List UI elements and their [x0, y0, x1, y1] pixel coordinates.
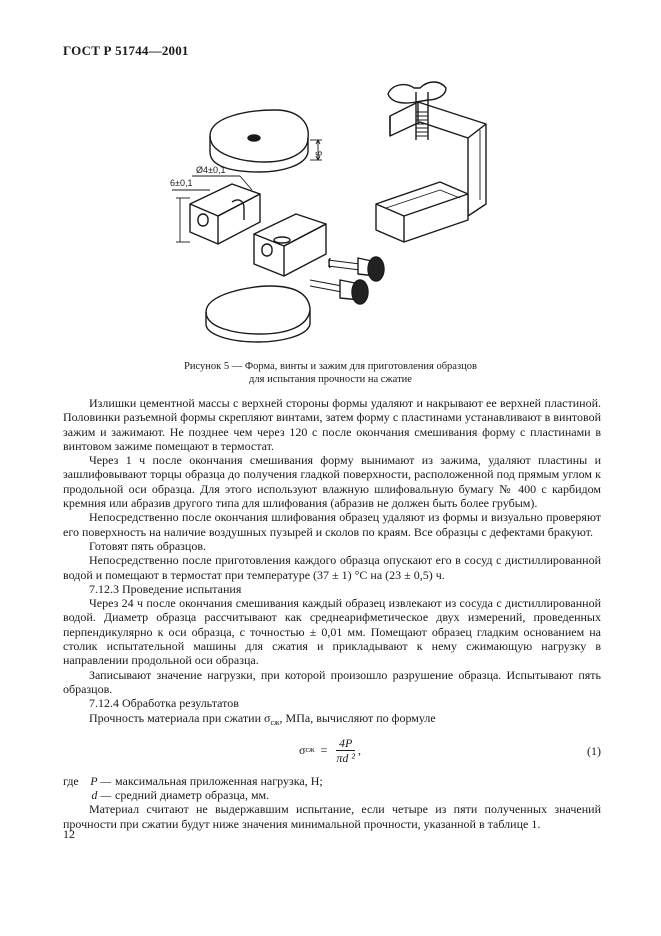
document-header: ГОСТ Р 51744—2001 — [63, 43, 189, 58]
formula-expression — [299, 736, 361, 766]
formula-tail: , — [357, 743, 361, 758]
section-heading-7-12-3: 7.12.3 Проведение испытания — [89, 581, 242, 596]
mold-half-right — [254, 214, 326, 276]
definition-symbol: P — — [90, 773, 111, 788]
paragraph: Записывают значение нагрузки, при которой произошло разрушение образца. Испытывают пять образцов. — [63, 667, 601, 696]
formula-intro-start: Прочность материала при сжатии σ — [89, 710, 271, 725]
definitions — [63, 774, 601, 803]
formula-numerator: 4P — [336, 736, 355, 751]
formula-intro — [63, 711, 601, 730]
body-text — [63, 396, 601, 831]
figure-5-drawing — [170, 72, 530, 352]
formula-intro-end: , МПа, вычисляют по формуле — [279, 710, 436, 725]
definition-prefix: где — [63, 773, 79, 788]
definition-row — [63, 774, 601, 788]
screw-clamp — [376, 82, 486, 242]
paragraph-final: Материал считают не выдержавшим испытание, если четыре из пяти полученных значений прочности при сжатии будут ниже значения минимальной прочности, указанной в таблице 1. — [63, 802, 601, 831]
definition-prefix — [63, 788, 85, 802]
screw-upper — [328, 257, 384, 281]
mold-half-left — [190, 184, 260, 244]
formula-lhs: σ — [299, 743, 306, 758]
screw-lower — [310, 280, 368, 304]
definition-symbol: d — — [91, 788, 111, 803]
definition-text: средний диаметр образца, мм. — [115, 788, 270, 803]
dim-height: 6±0,1 — [170, 178, 193, 188]
bottom-plate — [206, 286, 310, 342]
section-heading-7-12-4: 7.12.4 Обработка результатов — [89, 696, 239, 711]
formula-equals: = — [320, 743, 328, 758]
paragraph: Через 24 ч после окончания смешивания каждый образец извлекают из сосуда с дистиллированной водой. Диаметр образца рассчитывают как среднеарифметическое двух измерений, проведенных перпендикулярно к оси образца, с точностью ± 0,01 мм. Помещают образец гладким основанием на столик испытательной машины для сжатия и прикладывают к нему сжимающую нагрузку в направлении продольной оси образца. — [63, 596, 601, 668]
caption-line-2: для испытания прочности на сжатие — [249, 374, 412, 385]
formula-fraction — [333, 736, 358, 766]
formula-number: (1) — [587, 743, 601, 758]
formula-denominator: πd ² — [336, 751, 355, 766]
paragraph: Готовят пять образцов. — [89, 538, 206, 553]
paragraph: Непосредственно после приготовления каждого образца опускают его в сосуд с дистиллированной водой и помещают в термостат при температуре (37 ± 1) °С на (23 ± 0,5) ч. — [63, 553, 601, 582]
dim-diameter: Ø4±0,1 — [196, 165, 226, 175]
top-plate — [210, 110, 308, 172]
figure-caption — [90, 360, 571, 386]
paragraph: Излишки цементной массы с верхней стороны формы удаляют и накрывают ее верхней пластиной. Половинки разъемной формы скрепляют винтами, затем форму с пластинами устанавливают в винтовой зажим и зажимают. Не позднее чем через 120 с после окончания смешивания форму с пластинами в винтовом зажиме помещают в термостат. — [63, 396, 601, 453]
formula-lhs-subscript: сж — [305, 745, 315, 755]
formula-intro-subscript: сж — [270, 717, 280, 727]
paragraph: Непосредственно после окончания шлифования образец удаляют из формы и визуально проверяют его поверхность на наличие воздушных пузырей и сколов по краям. Все образцы с дефектами бракуют. — [63, 510, 601, 539]
definition-row — [63, 788, 601, 802]
paragraph: Через 1 ч после окончания смешивания форму вынимают из зажима, удаляют пластины и зашлифовывают торцы образца до получения гладкой поверхности, расположенной под прямым углом к продольной оси образца. Для этого используют влажную шлифовальную бумагу № 400 с карбидом кремния или абразив другого типа для шлифования (абразив не должен быть более грубым). — [63, 453, 601, 511]
page-number: 12 — [63, 827, 75, 841]
formula-1 — [63, 734, 601, 774]
definition-text: максимальная приложенная нагрузка, Н; — [115, 773, 323, 788]
dim-thickness: 6 — [314, 150, 324, 156]
caption-line-1: Рисунок 5 — Форма, винты и зажим для приготовления образцов — [184, 361, 477, 372]
